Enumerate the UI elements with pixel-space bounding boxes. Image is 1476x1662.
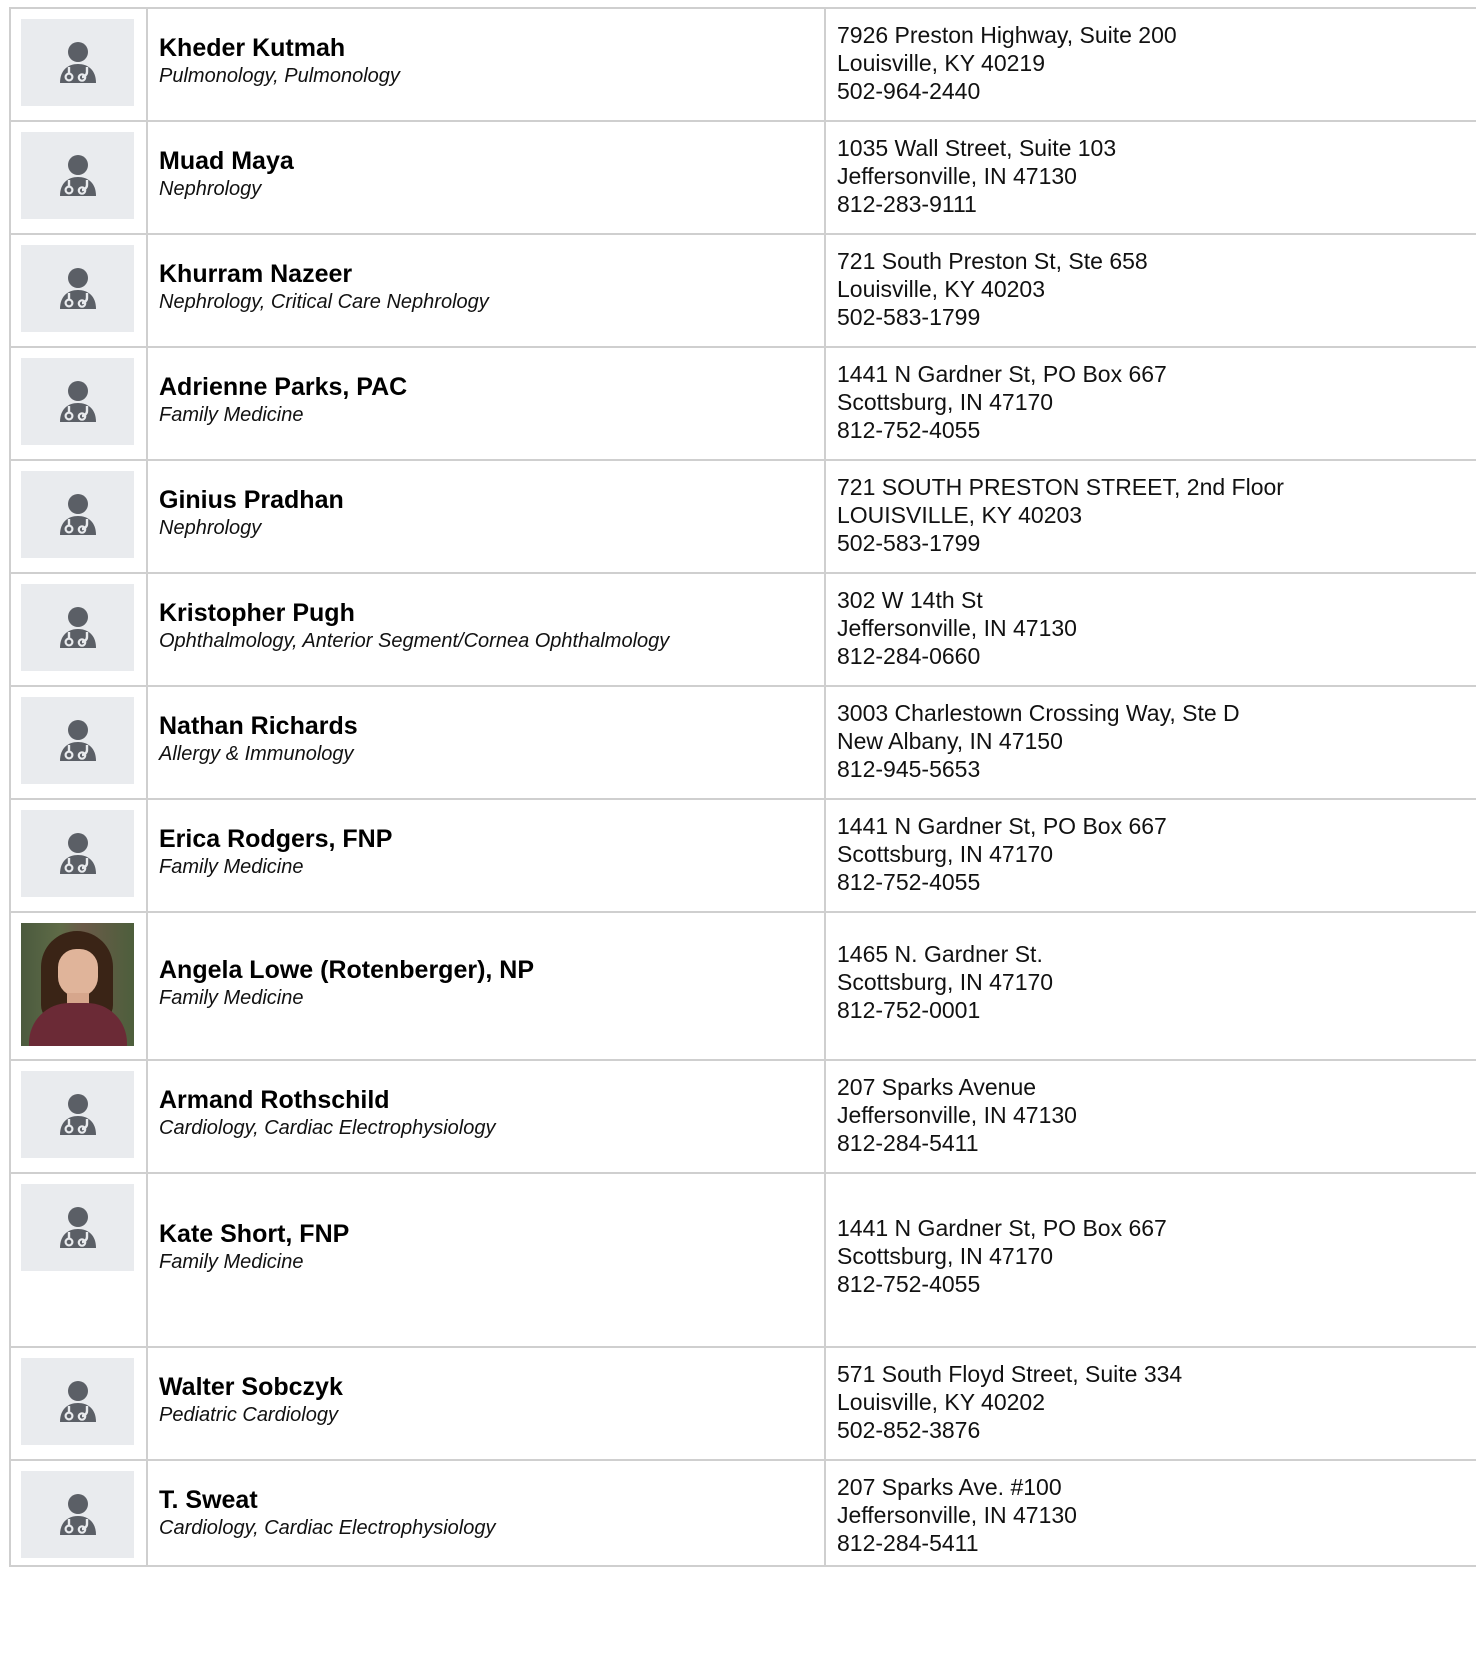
address-city: Scottsburg, IN 47170 [837, 389, 1054, 415]
provider-address-cell [825, 1460, 1476, 1566]
phone-number[interactable]: 812-284-0660 [837, 643, 981, 669]
provider-row [10, 686, 1476, 799]
provider-row [10, 1460, 1476, 1566]
phone-number[interactable]: 812-945-5653 [837, 756, 981, 782]
provider-name[interactable]: Nathan Richards [159, 712, 358, 740]
provider-specialty: Nephrology [159, 178, 262, 200]
provider-specialty: Nephrology [159, 517, 262, 539]
phone-number[interactable]: 502-964-2440 [837, 78, 981, 104]
address-street: 1441 N Gardner St, PO Box 667 [837, 1215, 1167, 1241]
provider-photo-cell [10, 686, 147, 799]
address-city: Scottsburg, IN 47170 [837, 969, 1054, 995]
provider-info-cell [147, 8, 825, 121]
doctor-icon [58, 154, 98, 198]
phone-number[interactable]: 812-284-5411 [837, 1130, 979, 1156]
provider-photo[interactable] [21, 697, 134, 784]
phone-number[interactable]: 812-752-0001 [837, 997, 981, 1023]
provider-name[interactable]: Kristopher Pugh [159, 599, 355, 627]
provider-photo[interactable] [21, 245, 134, 332]
doctor-icon [58, 1206, 98, 1250]
provider-address-cell [825, 686, 1476, 799]
provider-photo[interactable] [21, 132, 134, 219]
provider-photo[interactable] [21, 1071, 134, 1158]
address-street: 1035 Wall Street, Suite 103 [837, 135, 1117, 161]
phone-number[interactable]: 502-583-1799 [837, 530, 981, 556]
doctor-icon [58, 493, 98, 537]
phone-number[interactable]: 812-283-9111 [837, 191, 977, 217]
provider-row [10, 460, 1476, 573]
doctor-icon [58, 606, 98, 650]
provider-row [10, 8, 1476, 121]
provider-info-cell [147, 1460, 825, 1566]
provider-name[interactable]: Khurram Nazeer [159, 260, 353, 288]
provider-photo[interactable] [21, 358, 134, 445]
provider-specialty: Family Medicine [159, 1251, 304, 1273]
address-city: LOUISVILLE, KY 40203 [837, 502, 1083, 528]
provider-address-cell [825, 460, 1476, 573]
address-street: 207 Sparks Avenue [837, 1074, 1037, 1100]
address-city: Scottsburg, IN 47170 [837, 1243, 1054, 1269]
address-city: Louisville, KY 40203 [837, 276, 1045, 302]
address-city: Louisville, KY 40202 [837, 1389, 1045, 1415]
doctor-icon [58, 1380, 98, 1424]
provider-photo[interactable] [21, 1358, 134, 1445]
provider-specialty: Cardiology, Cardiac Electrophysiology [159, 1517, 496, 1539]
provider-row [10, 234, 1476, 347]
address-city: Jeffersonville, IN 47130 [837, 163, 1077, 189]
provider-specialty: Ophthalmology, Anterior Segment/Cornea Ophthalmology [159, 630, 670, 652]
address-street: 1465 N. Gardner St. [837, 941, 1043, 967]
provider-photo[interactable] [21, 471, 134, 558]
address-street: 1441 N Gardner St, PO Box 667 [837, 361, 1167, 387]
provider-info-cell [147, 1173, 825, 1347]
provider-specialty: Family Medicine [159, 987, 304, 1009]
provider-name[interactable]: Kheder Kutmah [159, 34, 346, 62]
address-street: 721 SOUTH PRESTON STREET, 2nd Floor [837, 474, 1284, 500]
provider-row [10, 121, 1476, 234]
provider-name[interactable]: Walter Sobczyk [159, 1373, 343, 1401]
provider-info-cell [147, 234, 825, 347]
provider-rows [10, 8, 1476, 1566]
doctor-icon [58, 1493, 98, 1537]
provider-address-cell [825, 8, 1476, 121]
doctor-icon [58, 41, 98, 85]
provider-name[interactable]: Kate Short, FNP [159, 1220, 350, 1248]
address-city: Scottsburg, IN 47170 [837, 841, 1054, 867]
provider-name[interactable]: T. Sweat [159, 1486, 258, 1514]
provider-row [10, 347, 1476, 460]
provider-photo-cell [10, 1347, 147, 1460]
provider-directory-table [9, 7, 1476, 1567]
address-city: Jeffersonville, IN 47130 [837, 615, 1077, 641]
provider-photo[interactable] [21, 1184, 134, 1271]
provider-photo-cell [10, 347, 147, 460]
phone-number[interactable]: 502-583-1799 [837, 304, 981, 330]
doctor-icon [58, 832, 98, 876]
address-city: Louisville, KY 40219 [837, 50, 1045, 76]
provider-photo-cell [10, 799, 147, 912]
phone-number[interactable]: 812-752-4055 [837, 1271, 981, 1297]
phone-number[interactable]: 502-852-3876 [837, 1417, 981, 1443]
provider-name[interactable]: Muad Maya [159, 147, 294, 175]
address-city: Jeffersonville, IN 47130 [837, 1502, 1077, 1528]
address-street: 1441 N Gardner St, PO Box 667 [837, 813, 1167, 839]
provider-info-cell [147, 912, 825, 1060]
provider-photo-cell [10, 234, 147, 347]
provider-specialty: Pulmonology, Pulmonology [159, 65, 400, 87]
address-street: 571 South Floyd Street, Suite 334 [837, 1361, 1183, 1387]
provider-specialty: Family Medicine [159, 404, 304, 426]
provider-photo[interactable] [21, 810, 134, 897]
phone-number[interactable]: 812-752-4055 [837, 869, 981, 895]
provider-photo-cell [10, 121, 147, 234]
address-city: Jeffersonville, IN 47130 [837, 1102, 1077, 1128]
provider-info-cell [147, 347, 825, 460]
provider-name[interactable]: Angela Lowe (Rotenberger), NP [159, 956, 535, 984]
provider-row [10, 1347, 1476, 1460]
provider-info-cell [147, 1347, 825, 1460]
provider-info-cell [147, 799, 825, 912]
phone-number[interactable]: 812-752-4055 [837, 417, 981, 443]
provider-photo-cell [10, 8, 147, 121]
address-street: 3003 Charlestown Crossing Way, Ste D [837, 700, 1240, 726]
provider-photo-cell [10, 1460, 147, 1566]
provider-address-cell [825, 121, 1476, 234]
provider-info-cell [147, 573, 825, 686]
doctor-icon [58, 719, 98, 763]
provider-row [10, 799, 1476, 912]
address-street: 7926 Preston Highway, Suite 200 [837, 22, 1177, 48]
address-city: New Albany, IN 47150 [837, 728, 1063, 754]
provider-row [10, 1060, 1476, 1173]
provider-specialty: Allergy & Immunology [159, 743, 354, 765]
provider-portrait-photo[interactable] [21, 923, 134, 1046]
provider-address-cell [825, 912, 1476, 1060]
doctor-icon [58, 1093, 98, 1137]
provider-specialty: Family Medicine [159, 856, 304, 878]
provider-photo[interactable] [21, 19, 134, 106]
provider-photo-cell [10, 460, 147, 573]
provider-specialty: Nephrology, Critical Care Nephrology [159, 291, 489, 313]
provider-info-cell [147, 686, 825, 799]
address-street: 721 South Preston St, Ste 658 [837, 248, 1148, 274]
provider-address-cell [825, 799, 1476, 912]
doctor-icon [58, 267, 98, 311]
provider-info-cell [147, 1060, 825, 1173]
provider-name[interactable]: Ginius Pradhan [159, 486, 344, 514]
provider-photo[interactable] [21, 584, 134, 671]
doctor-icon [58, 380, 98, 424]
provider-row [10, 573, 1476, 686]
provider-address-cell [825, 1173, 1476, 1347]
provider-specialty: Pediatric Cardiology [159, 1404, 338, 1426]
provider-info-cell [147, 121, 825, 234]
provider-row [10, 912, 1476, 1060]
provider-address-cell [825, 347, 1476, 460]
provider-name[interactable]: Adrienne Parks, PAC [159, 373, 408, 401]
provider-name[interactable]: Erica Rodgers, FNP [159, 825, 393, 853]
address-street: 302 W 14th St [837, 587, 983, 613]
provider-photo-cell [10, 1060, 147, 1173]
provider-address-cell [825, 1060, 1476, 1173]
provider-address-cell [825, 573, 1476, 686]
provider-address-cell [825, 1347, 1476, 1460]
provider-photo[interactable] [21, 1471, 134, 1558]
provider-name[interactable]: Armand Rothschild [159, 1086, 390, 1114]
provider-photo-cell [10, 573, 147, 686]
provider-specialty: Cardiology, Cardiac Electrophysiology [159, 1117, 496, 1139]
provider-address-cell [825, 234, 1476, 347]
provider-photo-cell [10, 1173, 147, 1347]
address-street: 207 Sparks Ave. #100 [837, 1474, 1062, 1500]
provider-info-cell [147, 460, 825, 573]
phone-number[interactable]: 812-284-5411 [837, 1530, 979, 1556]
provider-row [10, 1173, 1476, 1347]
provider-photo-cell [10, 912, 147, 1060]
